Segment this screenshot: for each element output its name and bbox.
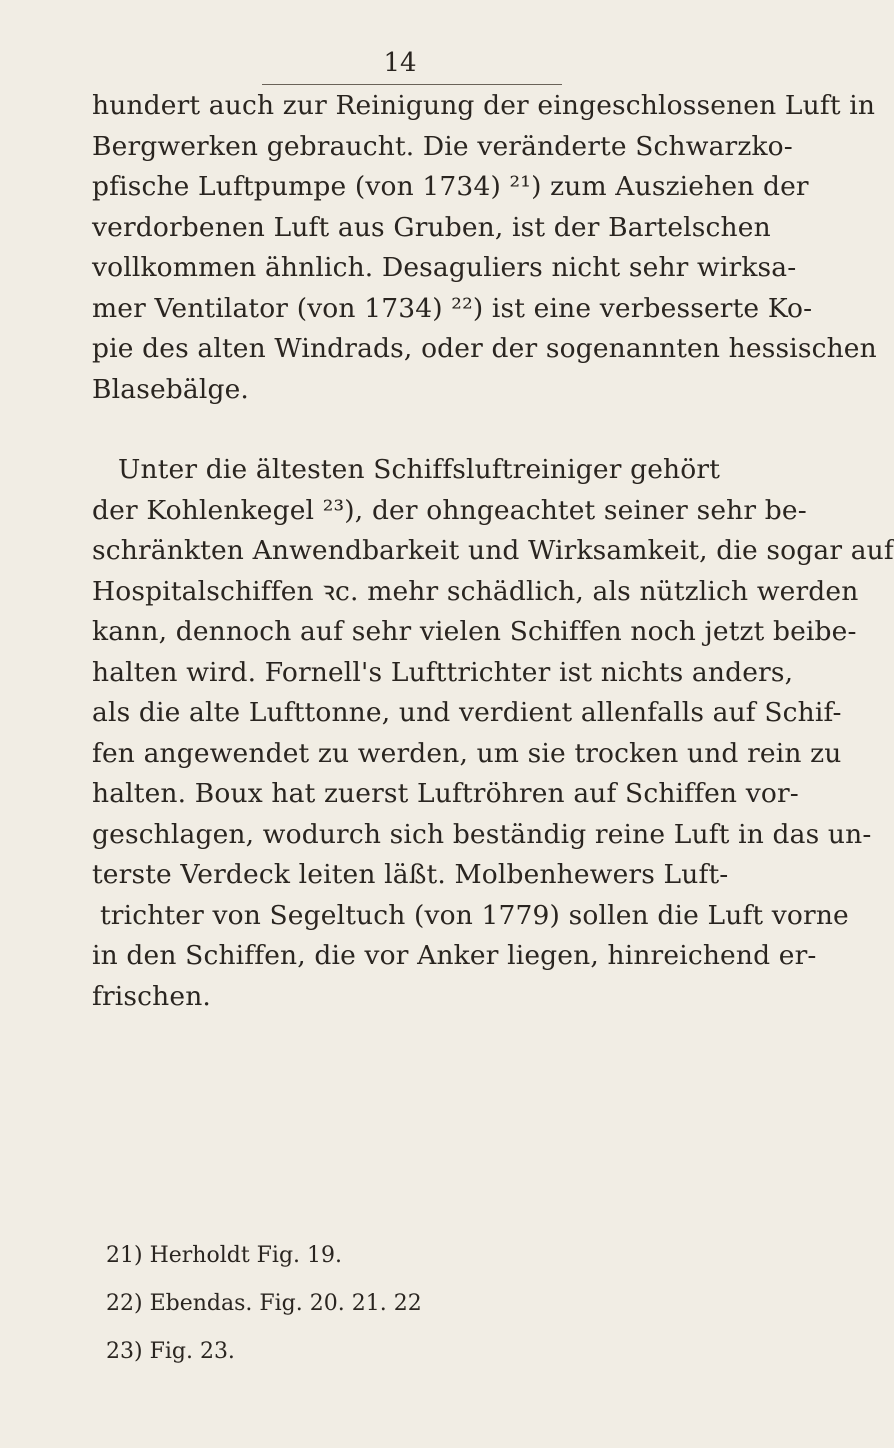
paragraph-2 [92, 450, 894, 1017]
text-line: mer Ventilator (von 1734) ²²) ist eine verbesserte Ko- [92, 292, 813, 324]
text-line: hundert auch zur Reinigung der eingeschlossenen Luft in [92, 90, 876, 121]
footnote-23: 23) Fig. 23. [106, 1339, 235, 1364]
text-line: Unter die ältesten Schiffsluftreiniger gehört [118, 454, 720, 485]
text-line: terste Verdeck leiten läßt. Molbenhewers Luft- [92, 859, 729, 890]
body-text [92, 86, 894, 1017]
text-line: halten wird. Fornell's Lufttrichter ist nichts anders, [92, 656, 794, 688]
text-line: trichter von Segeltuch (von 1779) sollen die Luft vorne [100, 899, 849, 931]
text-line: geschlagen, wodurch sich beständig reine Luft in das un- [92, 818, 872, 850]
text-line: vollkommen ähnlich. Desaguliers nicht sehr wirksa- [92, 252, 797, 283]
paragraph-gap [92, 410, 762, 450]
text-line: Blasebälge. [92, 373, 249, 405]
footnote-21: 21) Herholdt Fig. 19. [106, 1243, 343, 1268]
text-line: als die alte Lufttonne, und verdient allenfalls auf Schif- [92, 697, 842, 728]
text-line: verdorbenen Luft aus Gruben, ist der Bartelschen [92, 211, 771, 243]
header-rule [262, 84, 562, 85]
paragraph-1 [92, 86, 877, 410]
text-line: halten. Boux hat zuerst Luftröhren auf Schiffen vor- [92, 778, 799, 809]
text-line: in den Schiffen, die vor Anker liegen, hinreichend er- [92, 940, 817, 971]
text-line: fen angewendet zu werden, um sie trocken und rein zu [92, 737, 842, 769]
text-line: kann, dennoch auf sehr vielen Schiffen noch jetzt beibe- [92, 616, 857, 647]
text-line: Hospitalschiffen ꝛc. mehr schädlich, als nützlich werden [92, 575, 859, 607]
text-line: pie des alten Windrads, oder der sogenannten hessischen [92, 333, 877, 364]
text-line: frischen. [92, 980, 211, 1012]
text-line: pfische Luftpumpe (von 1734) ²¹) zum Ausziehen der [92, 171, 809, 202]
footnote-22: 22) Ebendas. Fig. 20. 21. 22 [106, 1291, 422, 1316]
text-line: Bergwerken gebraucht. Die veränderte Schwarzko- [92, 130, 793, 162]
text-line: schränkten Anwendbarkeit und Wirksamkeit, die sogar auf [92, 535, 894, 566]
footnotes [106, 1232, 746, 1376]
page-number: 14 [383, 48, 417, 78]
text-line: der Kohlenkegel ²³), der ohngeachtet seiner sehr be- [92, 494, 807, 526]
